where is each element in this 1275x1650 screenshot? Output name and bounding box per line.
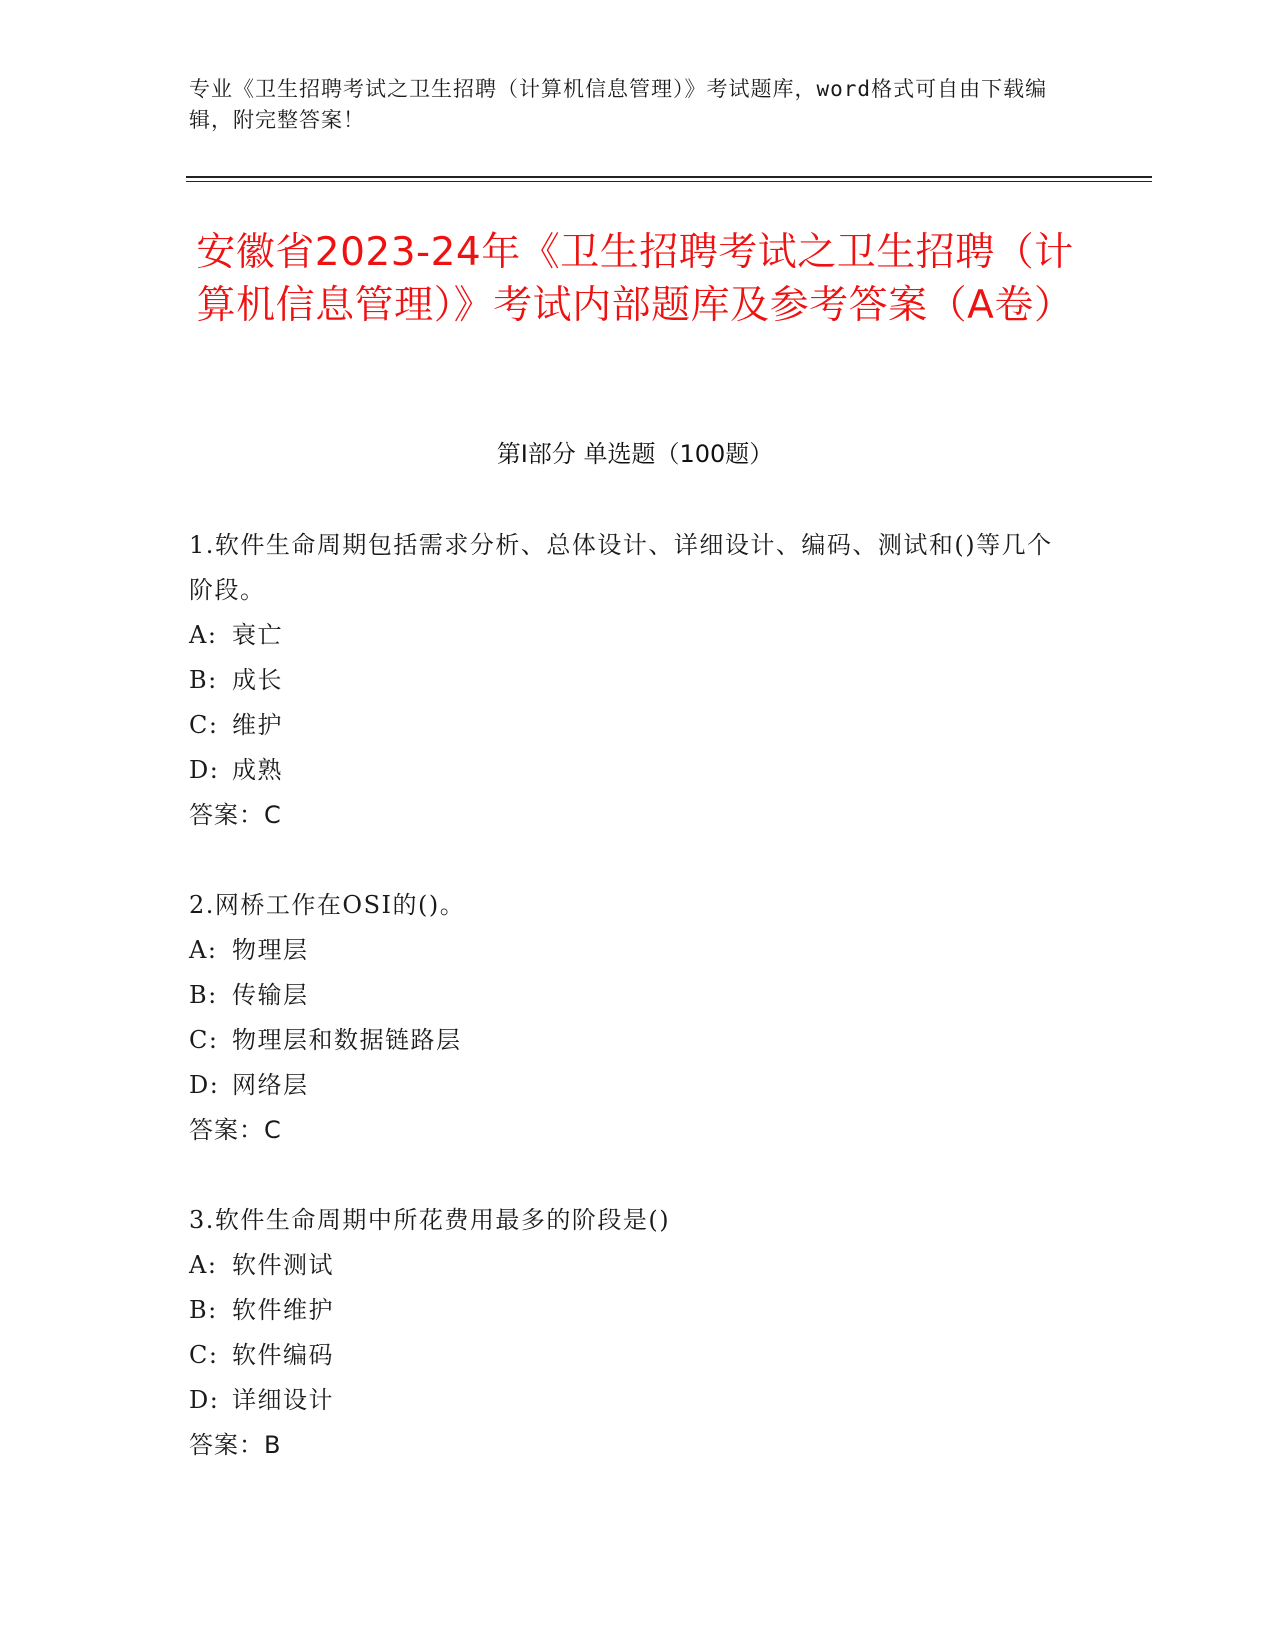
header-divider bbox=[186, 176, 1152, 182]
option-letter: A: bbox=[189, 1251, 218, 1279]
option-d bbox=[189, 748, 1069, 793]
option-text: 软件编码 bbox=[232, 1341, 334, 1369]
document-title: 安徽省2023-24年《卫生招聘考试之卫生招聘（计算机信息管理）》考试内部题库及参考答案（A卷） bbox=[196, 230, 1074, 328]
option-text: 传输层 bbox=[232, 981, 309, 1009]
option-c bbox=[189, 703, 1069, 748]
option-text: 详细设计 bbox=[232, 1386, 334, 1414]
question-stem: 2.网桥工作在OSI的()。 bbox=[189, 891, 466, 919]
option-letter: A: bbox=[189, 621, 218, 649]
header-note: 专业《卫生招聘考试之卫生招聘（计算机信息管理）》考试题库，word格式可自由下载编辑，附完整答案！ bbox=[189, 77, 1048, 132]
option-letter: C: bbox=[189, 1341, 219, 1369]
option-d bbox=[189, 1063, 1069, 1108]
option-b bbox=[189, 973, 1069, 1018]
option-text: 成长 bbox=[232, 666, 283, 694]
option-letter: B: bbox=[189, 666, 218, 694]
option-a bbox=[189, 613, 1069, 658]
option-text: 网络层 bbox=[232, 1071, 309, 1099]
option-text: 成熟 bbox=[232, 756, 283, 784]
option-text: 衰亡 bbox=[232, 621, 283, 649]
option-d bbox=[189, 1378, 1069, 1423]
question-2 bbox=[189, 883, 1069, 1153]
question-1 bbox=[189, 523, 1069, 838]
option-text: 物理层 bbox=[232, 936, 309, 964]
option-a bbox=[189, 928, 1069, 973]
option-letter: D: bbox=[189, 1071, 220, 1099]
option-a bbox=[189, 1243, 1069, 1288]
answer-line: 答案：C bbox=[189, 1116, 282, 1144]
question-3 bbox=[189, 1198, 1069, 1468]
section-heading: 第I部分 单选题（100题） bbox=[496, 440, 774, 468]
answer-line: 答案：B bbox=[189, 1431, 282, 1459]
option-letter: C: bbox=[189, 711, 219, 739]
answer-line: 答案：C bbox=[189, 801, 282, 829]
option-b bbox=[189, 658, 1069, 703]
option-letter: D: bbox=[189, 1386, 220, 1414]
option-text: 软件维护 bbox=[232, 1296, 334, 1324]
option-c bbox=[189, 1333, 1069, 1378]
option-c bbox=[189, 1018, 1069, 1063]
option-letter: B: bbox=[189, 1296, 218, 1324]
question-stem: 1.软件生命周期包括需求分析、总体设计、详细设计、编码、测试和()等几个阶段。 bbox=[189, 531, 1053, 604]
question-stem: 3.软件生命周期中所花费用最多的阶段是() bbox=[189, 1206, 671, 1234]
option-letter: D: bbox=[189, 756, 220, 784]
option-letter: B: bbox=[189, 981, 218, 1009]
option-text: 物理层和数据链路层 bbox=[232, 1026, 462, 1054]
option-letter: A: bbox=[189, 936, 218, 964]
option-b bbox=[189, 1288, 1069, 1333]
option-letter: C: bbox=[189, 1026, 219, 1054]
option-text: 软件测试 bbox=[232, 1251, 334, 1279]
option-text: 维护 bbox=[232, 711, 283, 739]
